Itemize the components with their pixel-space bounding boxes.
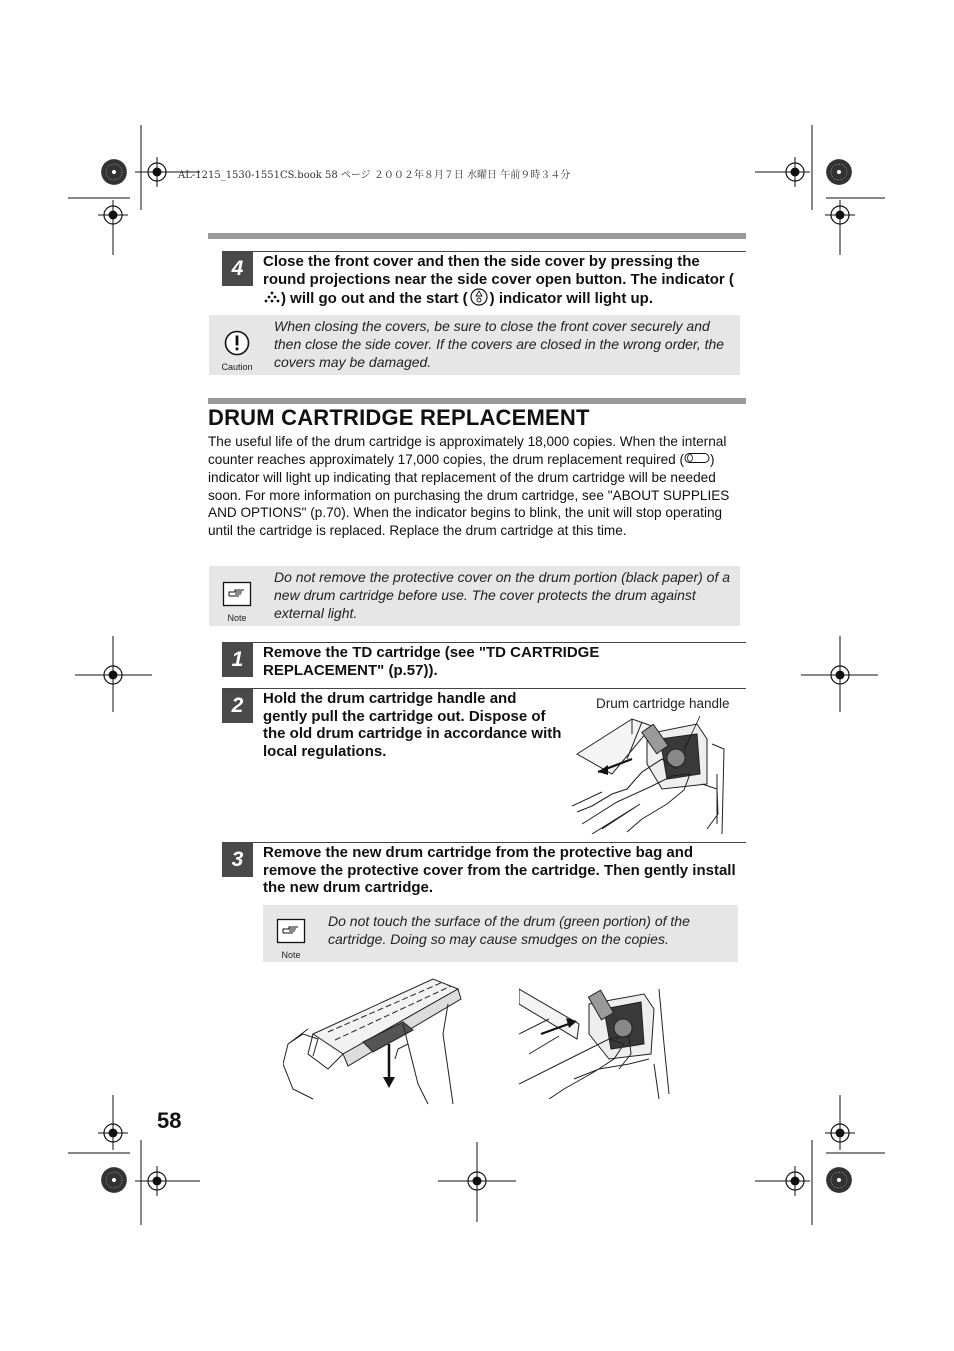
protective-cover-illustration	[283, 974, 468, 1106]
step-text: Close the front cover and then the side cover by pressing the round projections near the side cover open button. The indicator () will go out and the start ( ) indicator will light up.	[263, 253, 746, 311]
step-number: 2	[222, 689, 253, 723]
note-text: Do not touch the surface of the drum (green portion) of the cartridge. Doing so may cause smudges on the copies.	[328, 913, 690, 947]
step-text: Remove the new drum cartridge from the protective bag and remove the protective cover from the cartridge. Then gently install the new drum cartridge.	[263, 844, 736, 896]
step-text: Hold the drum cartridge handle and gently pull the cartridge out. Dispose of the old drum cartridge in accordance with local regulations.	[263, 690, 562, 760]
note-icon	[222, 581, 252, 607]
step-number: 3	[222, 843, 253, 877]
step-number: 1	[222, 643, 253, 677]
page-number: 58	[157, 1108, 182, 1133]
note-icon-block	[273, 918, 309, 960]
drum-removal-illustration	[572, 714, 727, 834]
caution-label: Caution	[221, 362, 253, 372]
drum-replacement-indicator-icon	[684, 451, 710, 469]
toner-indicator-icon	[263, 290, 281, 309]
step-3	[222, 842, 746, 903]
step-1	[222, 642, 746, 683]
caution-icon-block	[219, 330, 255, 372]
top-divider	[208, 233, 746, 239]
figure-caption: Drum cartridge handle	[596, 696, 730, 711]
note-box-1	[209, 566, 740, 626]
drum-install-illustration	[519, 984, 674, 1099]
caution-box	[209, 315, 740, 375]
section-title: DRUM CARTRIDGE REPLACEMENT	[208, 405, 590, 430]
start-indicator-icon	[468, 288, 490, 311]
step-text: Remove the TD cartridge (see "TD CARTRIDGE REPLACEMENT" (p.57)).	[263, 644, 600, 679]
note-icon-block	[219, 581, 255, 623]
step-4	[222, 251, 746, 312]
step-number: 4	[222, 252, 253, 286]
section-body: The useful life of the drum cartridge is approximately 18,000 copies. When the internal counter reaches approximately 17,000 copies, the drum replacement required ( ) indicator will light up indicating that replacement of the drum cartridge will be needed soon. For more information on purchasing the drum cartridge, see "ABOUT SUPPLIES AND OPTIONS" (p.70). When the indicator begins to blink, the unit will stop operating until the cartridge is replaced. Replace the drum cartridge at this time.	[208, 434, 730, 539]
note-icon	[276, 918, 306, 944]
book-header-info: AL-1215_1530-1551CS.book 58 ページ ２００２年８月７日 水曜日 午前９時３４分	[178, 170, 571, 181]
caution-text: When closing the covers, be sure to close the front cover securely and then close the side cover. If the covers are closed in the wrong order, the covers may be damaged.	[274, 318, 725, 370]
note-box-2	[263, 905, 738, 962]
section-divider	[208, 398, 746, 404]
caution-icon	[224, 330, 250, 356]
note-label: Note	[281, 950, 301, 960]
note-text: Do not remove the protective cover on the drum portion (black paper) of a new drum cartridge before use. The cover protects the drum against external light.	[274, 569, 731, 621]
note-label: Note	[227, 613, 247, 623]
